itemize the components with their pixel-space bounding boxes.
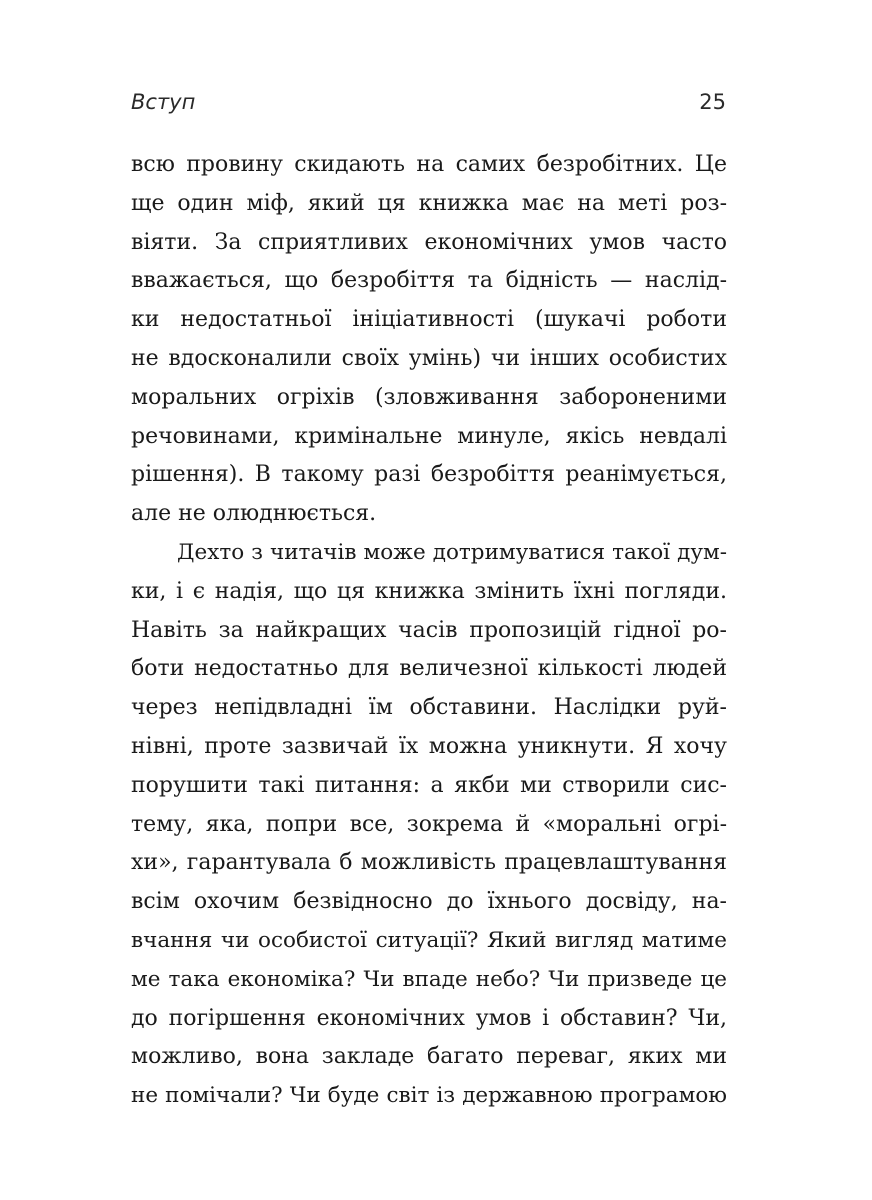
text-line: рішення). В такому разі безробіття реанімується, bbox=[131, 462, 727, 488]
text-line: ки, і є надія, що ця книжка змінить їхні погляди. bbox=[131, 578, 727, 604]
text-line: ки недостатньої ініціативності (шукачі роботи bbox=[131, 307, 727, 333]
text-line: тему, яка, попри все, зокрема й «моральні огрі- bbox=[131, 811, 727, 837]
text-line: вчання чи особистої ситуації? Який вигляд матиме bbox=[131, 927, 727, 953]
text-line: всю провину скидають на самих безробітних. Це bbox=[131, 152, 727, 177]
text-line: всім охочим безвідносно до їхнього досвіду, на- bbox=[131, 889, 727, 915]
text-line: моральних огріхів (зловживання забороненими bbox=[131, 384, 727, 410]
text-line: боти недостатньо для величезної кількості людей bbox=[131, 656, 727, 682]
text-line: можливо, вона закладе багато переваг, яких ми bbox=[131, 1044, 727, 1070]
text-line: не помічали? Чи буде світ із державною програмою bbox=[131, 1083, 727, 1109]
text-line: але не олюднюється. bbox=[131, 501, 377, 527]
text-line: Навіть за найкращих часів пропозицій гідної ро- bbox=[131, 617, 727, 643]
text-line: не вдосконалили своїх умінь) чи інших особистих bbox=[131, 345, 727, 371]
text-line: хи», гарантувала б можливість працевлаштування bbox=[131, 850, 727, 876]
text-line: віяти. За сприятливих економічних умов часто bbox=[131, 229, 727, 255]
text-line: ме така економіка? Чи впаде небо? Чи призведе це bbox=[131, 966, 727, 992]
text-line: порушити такі питання: а якби ми створили сис- bbox=[131, 772, 727, 798]
page-number: 25 bbox=[699, 90, 726, 114]
text-line: речовинами, кримінальне минуле, якісь невдалі bbox=[131, 423, 727, 449]
text-line: Дехто з читачів може дотримуватися такої дум- bbox=[177, 539, 727, 565]
body-text bbox=[131, 146, 727, 1116]
text-line: нівні, проте зазвичай їх можна уникнути. Я хочу bbox=[131, 733, 727, 759]
text-line: через непідвладні їм обставини. Наслідки руй- bbox=[131, 695, 727, 721]
text-line: вважається, що безробіття та бідність — наслід- bbox=[131, 268, 727, 294]
running-title: Вступ bbox=[131, 90, 196, 114]
text-line: до погіршення економічних умов і обставин? Чи, bbox=[131, 1005, 727, 1031]
text-line: ще один міф, який ця книжка має на меті роз- bbox=[131, 190, 727, 216]
